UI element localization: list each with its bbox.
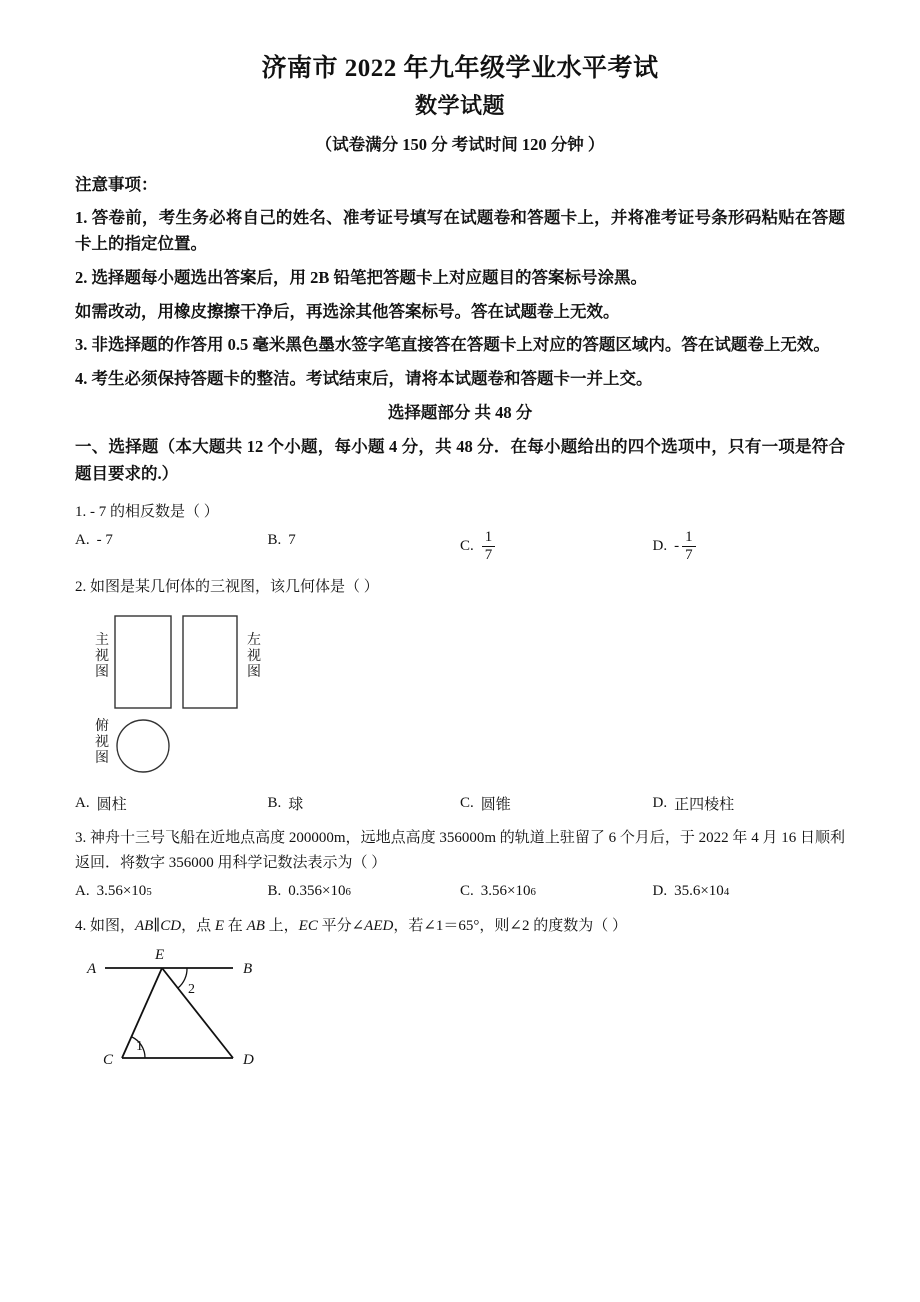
question-2-option-a[interactable] [75, 793, 268, 814]
fraction-numerator: 1 [484, 529, 493, 546]
option-d-minus-sign: - [674, 538, 680, 555]
three-view-drawing [75, 608, 405, 783]
stem-math-aed: AED [364, 917, 394, 934]
option-b-value: 0.356×10 6 [288, 883, 351, 900]
notice-heading: 注意事项： [75, 175, 158, 195]
page-title: 济南市 2022 年九年级学业水平考试 [261, 55, 659, 82]
option-a-label: A. [75, 795, 90, 812]
option-d-label: D. [652, 883, 668, 900]
question-2-option-b[interactable] [268, 793, 461, 814]
notice-item-2-continued: 如需改动，用橡皮擦擦干净后，再选涂其他答案标号。答在试题卷上无效。 [75, 301, 620, 321]
top-view-circle [117, 720, 169, 772]
page-subtitle: 数学试题 [414, 92, 505, 118]
question-2 [75, 575, 845, 814]
option-c-value: 3.56×10 6 [480, 883, 536, 900]
option-a-value: 3.56×10 5 [96, 883, 152, 900]
question-1-option-a[interactable] [75, 530, 268, 550]
notice-item-4: 4. 考生必须保持答题卡的整洁。考试结束后，请将本试题卷和答题卡一并上交。 [75, 369, 653, 389]
question-3-options [75, 882, 845, 902]
question-4 [75, 914, 845, 1072]
option-c-label: C. [460, 883, 474, 900]
question-3-option-d[interactable] [653, 882, 846, 902]
fraction-denominator: 7 [682, 546, 696, 563]
stem-part-4: 上， [264, 917, 299, 934]
option-b-value: 7 [288, 531, 296, 548]
option-b-label: B. [267, 531, 282, 548]
fraction-numerator: 1 [685, 529, 693, 546]
sci-mantissa: 3.56×10 [480, 883, 531, 900]
big-question-heading: 一、选择题（本大题共 12 个小题，每小题 4 分，共 48 分．在每小题给出的四个选项中，只有一项是符合题目要求的.） [75, 437, 845, 484]
stem-part-3: 在 [224, 917, 247, 934]
point-label-d: D [243, 1052, 254, 1069]
stem-math-ab: AB [246, 917, 265, 934]
question-3 [75, 826, 845, 902]
segment-ed [162, 968, 233, 1058]
stem-math-ab-cd: AB∥CD [135, 917, 182, 934]
question-1-stem: 1. - 7 的相反数是（ ） [75, 503, 219, 520]
sci-mantissa: 3.56×10 [96, 883, 147, 900]
question-3-option-b[interactable] [268, 882, 461, 902]
option-a-label: A. [75, 531, 90, 548]
side-view-rect [183, 616, 237, 708]
stem-part-5: 平分∠ [317, 917, 365, 934]
question-2-options [75, 793, 845, 814]
option-c-label: C. [460, 795, 474, 812]
sci-mantissa: 0.356×10 [288, 883, 346, 900]
option-d-label: D. [652, 795, 668, 812]
stem-part-2: ，点 [181, 917, 215, 934]
question-1-option-b[interactable] [268, 530, 461, 550]
stem-part-1: 4. 如图， [75, 917, 136, 934]
option-d-label: D. [652, 538, 668, 555]
option-b-label: B. [267, 795, 282, 812]
question-3-option-c[interactable] [460, 882, 653, 902]
option-d-value: 35.6×10 4 [674, 883, 730, 900]
angle-2-label: 2 [188, 982, 195, 998]
angle-2-arc [178, 968, 187, 988]
point-label-b: B [243, 961, 253, 978]
option-c-fraction [482, 530, 496, 563]
sci-mantissa: 35.6×10 [674, 883, 724, 900]
exam-meta-line: （试卷满分 150 分 考试时间 120 分钟 ） [315, 134, 605, 154]
stem-math-e: E [214, 917, 225, 934]
point-label-c: C [103, 1052, 114, 1069]
front-view-label: 主 视 图 [95, 633, 109, 681]
question-2-stem: 2. 如图是某几何体的三视图，该几何体是（ ） [75, 579, 379, 596]
side-view-label: 左 视 图 [247, 633, 261, 681]
stem-math-ec: EC [298, 917, 318, 934]
option-a-label: A. [75, 883, 90, 900]
option-a-value: - 7 [96, 531, 113, 548]
option-b-label: B. [267, 883, 282, 900]
question-2-figure [75, 608, 845, 783]
question-2-option-d[interactable] [653, 793, 846, 814]
question-2-option-c[interactable] [460, 793, 653, 814]
option-d-fraction [682, 530, 696, 563]
question-3-option-a[interactable] [75, 882, 268, 902]
option-c-label: C. [460, 538, 474, 555]
question-1-option-d[interactable] [653, 530, 846, 563]
option-a-value: 圆柱 [96, 797, 127, 814]
part-heading: 选择题部分 共 48 分 [387, 402, 533, 422]
question-4-figure [75, 946, 845, 1071]
option-c-value: 圆锥 [480, 797, 511, 814]
top-view-label: 俯 视 图 [95, 719, 109, 767]
parallel-lines-triangle-diagram [75, 946, 335, 1071]
notice-item-1: 1. 答卷前，考生务必将自己的姓名、准考证号填写在试题卷和答题卡上，并将准考证号条形码粘贴在答题卡上的指定位置。 [75, 207, 845, 254]
option-d-value: 正四棱柱 [674, 797, 735, 814]
notice-item-3: 3. 非选择题的作答用 0.5 毫米黑色墨水签字笔直接答在答题卡上对应的答题区域内。答在试题卷上无效。 [75, 335, 830, 355]
question-1-options [75, 530, 845, 563]
angle-1-label: 1 [136, 1039, 143, 1055]
question-1 [75, 500, 845, 564]
question-4-stem [75, 914, 845, 939]
page-content [75, 52, 845, 1081]
front-view-rect [115, 616, 171, 708]
option-b-value: 球 [288, 797, 304, 814]
point-label-e: E [155, 947, 165, 964]
stem-part-6: ，若∠1＝65°，则∠2 的度数为（ ） [393, 917, 627, 934]
notice-item-2: 2. 选择题每小题选出答案后，用 2B 铅笔把答题卡上对应题目的答案标号涂黑。 [75, 268, 648, 288]
point-label-a: A [87, 961, 97, 978]
fraction-denominator: 7 [482, 546, 496, 563]
question-3-stem: 3. 神舟十三号飞船在近地点高度 200000m，远地点高度 356000m 的轨道上驻留了 6 个月后，于 2022 年 4 月 16 日顺利返回．将数字 356000 用科学记数法表示为（ ） [75, 830, 845, 871]
question-1-option-c[interactable] [460, 530, 653, 563]
